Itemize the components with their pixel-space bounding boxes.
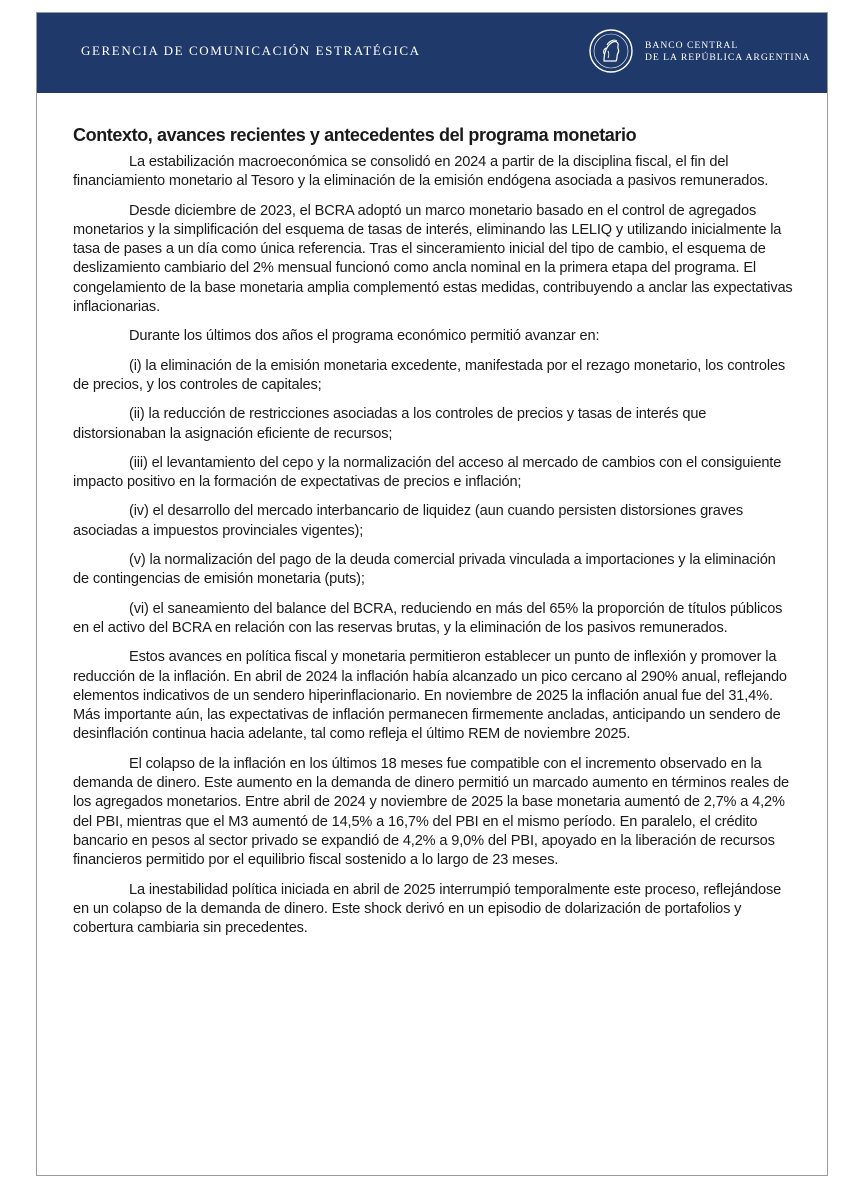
- list-item-i: (i) la eliminación de la emisión monetaria excedente, manifestada por el rezago monetario, los controles de precios, y los controles de capitales;: [73, 357, 786, 393]
- document-page: [36, 12, 828, 1176]
- list-item-vi: (vi) el saneamiento del balance del BCRA, reduciendo en más del 65% la proporción de títulos públicos en el activo del BCRA en relación con las reservas brutas, y la eliminación de los pasivos remunerados.: [73, 600, 783, 636]
- paragraph: La inestabilidad política iniciada en abril de 2025 interrumpió temporalmente este proceso, reflejándose en un colapso de la demanda de dinero. Este shock derivó en un episodio de dolarización de portafolios y cobertura cambiaria sin precedentes.: [73, 881, 782, 937]
- bcra-seal-icon: [587, 27, 635, 75]
- list-item-v: (v) la normalización del pago de la deuda comercial privada vinculada a importaciones y la eliminación de contingencias de emisión monetaria (puts);: [73, 552, 776, 588]
- brand-line-1: BANCO CENTRAL: [645, 40, 739, 51]
- main-content: [73, 123, 793, 948]
- header-banner: [37, 13, 827, 93]
- brand-line-2: DE LA REPÚBLICA ARGENTINA: [645, 52, 811, 63]
- paragraph: La estabilización macroeconómica se consolidó en 2024 a partir de la disciplina fiscal, el fin del financiamiento monetario al Tesoro y la eliminación de la emisión endógena asociada a pasivos remunerados.: [73, 154, 769, 190]
- list-item-iv: (iv) el desarrollo del mercado interbancario de liquidez (aun cuando persisten distorsiones graves asociadas a impuestos provinciales vigentes);: [73, 503, 743, 539]
- section-title: Contexto, avances recientes y antecedentes del programa monetario: [73, 125, 637, 145]
- list-item-ii: (ii) la reducción de restricciones asociadas a los controles de precios y tasas de interés que distorsionaban la asignación eficiente de recursos;: [73, 406, 707, 442]
- paragraph: Desde diciembre de 2023, el BCRA adoptó un marco monetario basado en el control de agregados monetarios y la simplificación del esquema de tasas de interés, eliminando las LELIQ y utilizando inicialmente la tasa de pases a un día como única referencia. Tras el sinceramiento inicial del tipo de cambio, el esquema de deslizamiento cambiario del 2% mensual funcionó como ancla nominal en la primera etapa del programa. El congelamiento de la base monetaria amplia complementó estas medidas, contribuyendo a anclar las expectativas inflacionarias.: [73, 202, 793, 316]
- list-item-iii: (iii) el levantamiento del cepo y la normalización del acceso al mercado de cambios con el consiguiente impacto positivo en la formación de expectativas de precios e inflación;: [73, 454, 782, 491]
- paragraph: El colapso de la inflación en los últimos 18 meses fue compatible con el incremento observado en la demanda de dinero. Este aumento en la demanda de dinero permitió un marcado aumento en términos reales de los agregados monetarios. Entre abril de 2024 y noviembre de 2025 la base monetaria aumentó de 2,7% a 4,2% del PBI, mientras que el M3 aumentó de 14,5% a 16,7% del PBI en el mismo período. En paralelo, el crédito bancario en pesos al sector privado se expandió de 4,2% a 9,0% del PBI, apoyado en la liberación de recursos financieros permitido por el equilibrio fiscal sostenido a lo largo de 23 meses.: [73, 755, 790, 869]
- paragraph: Estos avances en política fiscal y monetaria permitieron establecer un punto de inflexión y promover la reducción de la inflación. En abril de 2024 la inflación había alcanzado un pico cercano al 290% anual, reflejando elementos indicativos de un sendero hiperinflacionario. En noviembre de 2025 la inflación anual fue del 31,4%. Más importante aún, las expectativas de inflación permanecen firmemente ancladas, anticipando un sendero de desinflación continua hacia adelante, tal como refleja el último REM de noviembre 2025.: [73, 649, 787, 743]
- paragraph: Durante los últimos dos años el programa económico permitió avanzar en:: [129, 328, 600, 345]
- department-title: GERENCIA DE COMUNICACIÓN ESTRATÉGICA: [81, 43, 421, 58]
